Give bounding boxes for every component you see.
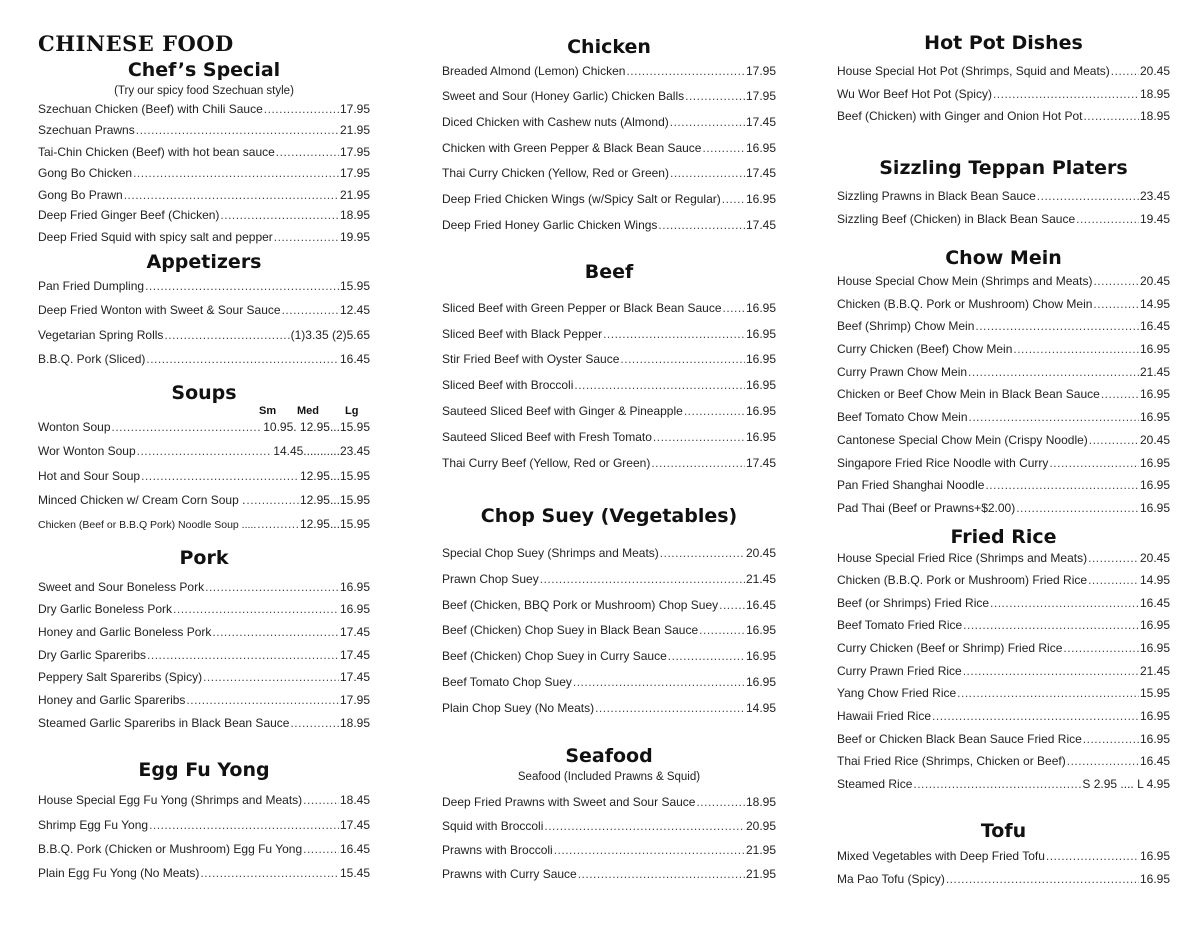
- menu-item: House Special Egg Fu Yong (Shrimps and Meats) ..... 18.45: [38, 792, 370, 808]
- section-pork: [38, 545, 370, 571]
- section-title: Sizzling Teppan Platers: [879, 157, 1128, 179]
- menu-item: Minced Chicken w/ Cream Corn Soup . ..... 12.95...15.95: [38, 492, 370, 508]
- menu-item: Peppery Salt Spareribs (Spicy) ..... 17.45: [38, 669, 370, 685]
- menu-item: Prawns with Broccoli ..... 21.95: [442, 842, 776, 858]
- menu-item: Breaded Almond (Lemon) Chicken ..... 17.95: [442, 63, 776, 79]
- section-chicken: [442, 34, 776, 60]
- menu-item: Sweet and Sour Boneless Pork ..... 16.95: [38, 579, 370, 595]
- menu-item: Shrimp Egg Fu Yong ..... 17.45: [38, 817, 370, 833]
- menu-item: Dry Garlic Spareribs ..... 17.45: [38, 647, 370, 663]
- menu-item: Yang Chow Fried Rice ..... 15.95: [837, 685, 1170, 701]
- menu-item: Pan Fried Dumpling ..... 15.95: [38, 278, 370, 294]
- menu-item: Sliced Beef with Black Pepper ..... 16.95: [442, 326, 776, 342]
- menu-item: Prawn Chop Suey ..... 21.45: [442, 571, 776, 587]
- menu-item: Szechuan Prawns ..... 21.95: [38, 122, 370, 138]
- menu-item: Plain Egg Fu Yong (No Meats) ..... 15.45: [38, 865, 370, 881]
- menu-item: Curry Chicken (Beef) Chow Mein ..... 16.95: [837, 341, 1170, 357]
- menu-item: Beef (Chicken) with Ginger and Onion Hot Pot ..... 18.95: [837, 108, 1170, 124]
- menu-item: Steamed Garlic Spareribs in Black Bean Sauce ..... 18.95: [38, 715, 370, 731]
- section-sizzling: [837, 155, 1170, 181]
- section-soups: [38, 380, 370, 406]
- menu-item: Beef Tomato Chop Suey ..... 16.95: [442, 674, 776, 690]
- section-note: Seafood (Included Prawns & Squid): [517, 771, 701, 783]
- size-header-large: Lg: [345, 405, 359, 417]
- section-chop-suey: [442, 503, 776, 529]
- menu-item: B.B.Q. Pork (Chicken or Mushroom) Egg Fu Yong ..... 16.45: [38, 841, 370, 857]
- menu-item: Curry Chicken (Beef or Shrimp) Fried Rice ..... 16.95: [837, 640, 1170, 656]
- menu-item: Gong Bo Prawn ..... 21.95: [38, 187, 370, 203]
- section-title: Hot Pot Dishes: [924, 32, 1083, 54]
- section-beef: [442, 259, 776, 285]
- menu-item: Gong Bo Chicken ..... 17.95: [38, 165, 370, 181]
- menu-item: Chicken (B.B.Q. Pork or Mushroom) Chow Mein ..... 14.95: [837, 296, 1170, 312]
- menu-item: Curry Prawn Chow Mein ..... 21.45: [837, 364, 1170, 380]
- menu-item: Tai-Chin Chicken (Beef) with hot bean sauce ..... 17.95: [38, 144, 370, 160]
- menu-item: Wor Wonton Soup ..... 14.45...........23.45: [38, 443, 370, 459]
- menu-item: Stir Fried Beef with Oyster Sauce ..... 16.95: [442, 351, 776, 367]
- menu-item: Singapore Fried Rice Noodle with Curry ..... 16.95: [837, 455, 1170, 471]
- menu-item: Deep Fried Wonton with Sweet & Sour Sauce ..... 12.45: [38, 302, 370, 318]
- menu-item: Vegetarian Spring Rolls ..... (1)3.35 (2)5.65: [38, 327, 370, 343]
- menu-item: Deep Fried Ginger Beef (Chicken) ..... 18.95: [38, 207, 370, 223]
- section-fried-rice: [837, 524, 1170, 550]
- menu-item: Hawaii Fried Rice ..... 16.95: [837, 708, 1170, 724]
- menu-item: Chicken (Beef or B.B.Q Pork) Noodle Soup ..... ..... 12.95...15.95: [38, 516, 370, 532]
- section-title: Tofu: [980, 820, 1027, 842]
- section-title: Chop Suey (Vegetables): [480, 505, 738, 527]
- menu-item: Thai Curry Chicken (Yellow, Red or Green) ..... 17.45: [442, 165, 776, 181]
- menu-item: Sizzling Beef (Chicken) in Black Bean Sauce ..... 19.45: [837, 211, 1170, 227]
- menu-item: Hot and Sour Soup ..... 12.95...15.95: [38, 468, 370, 484]
- section-title: Chicken: [567, 36, 651, 58]
- section-title: Appetizers: [146, 251, 262, 273]
- section-egg-fu-yong: [38, 757, 370, 783]
- section-title: Chef’s Special: [127, 59, 281, 81]
- section-hot-pot: [837, 30, 1170, 56]
- menu-item: Beef (Chicken) Chop Suey in Black Bean Sauce ..... 16.95: [442, 622, 776, 638]
- menu-item: Plain Chop Suey (No Meats) ..... 14.95: [442, 700, 776, 716]
- menu-item: Diced Chicken with Cashew nuts (Almond) ..... 17.45: [442, 114, 776, 130]
- menu-item: Deep Fried Chicken Wings (w/Spicy Salt or Regular) ..... 16.95: [442, 191, 776, 207]
- section-seafood: [442, 743, 776, 785]
- menu-item: Chicken (B.B.Q. Pork or Mushroom) Fried Rice ..... 14.95: [837, 572, 1170, 588]
- menu-item: Mixed Vegetables with Deep Fried Tofu ..... 16.95: [837, 848, 1170, 864]
- menu-item: Deep Fried Squid with spicy salt and pepper ..... 19.95: [38, 229, 370, 245]
- section-chefs-special: [38, 57, 370, 99]
- menu-item: Chicken with Green Pepper & Black Bean Sauce ..... 16.95: [442, 140, 776, 156]
- section-title: Seafood: [565, 745, 653, 767]
- section-title: Beef: [584, 261, 634, 283]
- menu-item: Beef (Shrimp) Chow Mein ..... 16.45: [837, 318, 1170, 334]
- menu-item: House Special Chow Mein (Shrimps and Meats) ..... 20.45: [837, 273, 1170, 289]
- menu-item: Steamed Rice ..... S 2.95 .... L 4.95: [837, 776, 1170, 792]
- menu-item: Pad Thai (Beef or Prawns+$2.00) ..... 16.95: [837, 500, 1170, 516]
- section-tofu: [837, 818, 1170, 844]
- menu-item: Prawns with Curry Sauce ..... 21.95: [442, 866, 776, 882]
- menu-item: Sizzling Prawns in Black Bean Sauce ..... 23.45: [837, 188, 1170, 204]
- section-title: Fried Rice: [950, 526, 1057, 548]
- menu-item: Sliced Beef with Green Pepper or Black Bean Sauce ..... 16.95: [442, 300, 776, 316]
- menu-item: B.B.Q. Pork (Sliced) ..... 16.45: [38, 351, 370, 367]
- section-note: (Try our spicy food Szechuan style): [114, 85, 294, 97]
- size-header-small: Sm: [259, 405, 277, 417]
- menu-item: Beef (Chicken) Chop Suey in Curry Sauce ..... 16.95: [442, 648, 776, 664]
- menu-item: House Special Fried Rice (Shrimps and Meats) ..... 20.45: [837, 550, 1170, 566]
- section-title: Pork: [179, 547, 229, 569]
- menu-item: Honey and Garlic Boneless Pork ..... 17.45: [38, 624, 370, 640]
- menu-item: Curry Prawn Fried Rice ..... 21.45: [837, 663, 1170, 679]
- menu-item: House Special Hot Pot (Shrimps, Squid and Meats) ..... 20.45: [837, 63, 1170, 79]
- menu-item: Beef Tomato Chow Mein ..... 16.95: [837, 409, 1170, 425]
- menu-item: Wonton Soup ..... 10.95. 12.95...15.95: [38, 419, 370, 435]
- menu-item: Sliced Beef with Broccoli ..... 16.95: [442, 377, 776, 393]
- menu-item: Squid with Broccoli ..... 20.95: [442, 818, 776, 834]
- menu-item: Beef or Chicken Black Bean Sauce Fried Rice ..... 16.95: [837, 731, 1170, 747]
- menu-item: Wu Wor Beef Hot Pot (Spicy) ..... 18.95: [837, 86, 1170, 102]
- menu-item: Pan Fried Shanghai Noodle ..... 16.95: [837, 477, 1170, 493]
- size-header-medium: Med: [297, 405, 319, 417]
- menu-item: Beef (Chicken, BBQ Pork or Mushroom) Chop Suey ..... 16.45: [442, 597, 776, 613]
- menu-item: Dry Garlic Boneless Pork ..... 16.95: [38, 601, 370, 617]
- menu-item: Sweet and Sour (Honey Garlic) Chicken Balls ..... 17.95: [442, 88, 776, 104]
- section-title: Chow Mein: [945, 247, 1062, 269]
- menu-title: CHINESE FOOD: [38, 31, 234, 56]
- menu-item: Beef (or Shrimps) Fried Rice ..... 16.45: [837, 595, 1170, 611]
- section-appetizers: [38, 249, 370, 275]
- section-title: Soups: [171, 382, 237, 404]
- section-chow-mein: [837, 245, 1170, 271]
- menu-item: Cantonese Special Chow Mein (Crispy Noodle) ..... 20.45: [837, 432, 1170, 448]
- menu-item: Thai Curry Beef (Yellow, Red or Green) ..... 17.45: [442, 455, 776, 471]
- menu-item: Thai Fried Rice (Shrimps, Chicken or Beef) ..... 16.45: [837, 753, 1170, 769]
- menu-item: Special Chop Suey (Shrimps and Meats) ..... 20.45: [442, 545, 776, 561]
- menu-item: Szechuan Chicken (Beef) with Chili Sauce ..... 17.95: [38, 101, 370, 117]
- menu-item: Sauteed Sliced Beef with Fresh Tomato ..... 16.95: [442, 429, 776, 445]
- menu-item: Ma Pao Tofu (Spicy) ..... 16.95: [837, 871, 1170, 887]
- menu-item: Deep Fried Honey Garlic Chicken Wings ..... 17.45: [442, 217, 776, 233]
- menu-item: Chicken or Beef Chow Mein in Black Bean Sauce ..... 16.95: [837, 386, 1170, 402]
- menu-item: Deep Fried Prawns with Sweet and Sour Sauce ..... 18.95: [442, 794, 776, 810]
- menu-item: Beef Tomato Fried Rice ..... 16.95: [837, 617, 1170, 633]
- menu-item: Honey and Garlic Spareribs ..... 17.95: [38, 692, 370, 708]
- section-title: Egg Fu Yong: [138, 759, 270, 781]
- menu-item: Sauteed Sliced Beef with Ginger & Pineapple ..... 16.95: [442, 403, 776, 419]
